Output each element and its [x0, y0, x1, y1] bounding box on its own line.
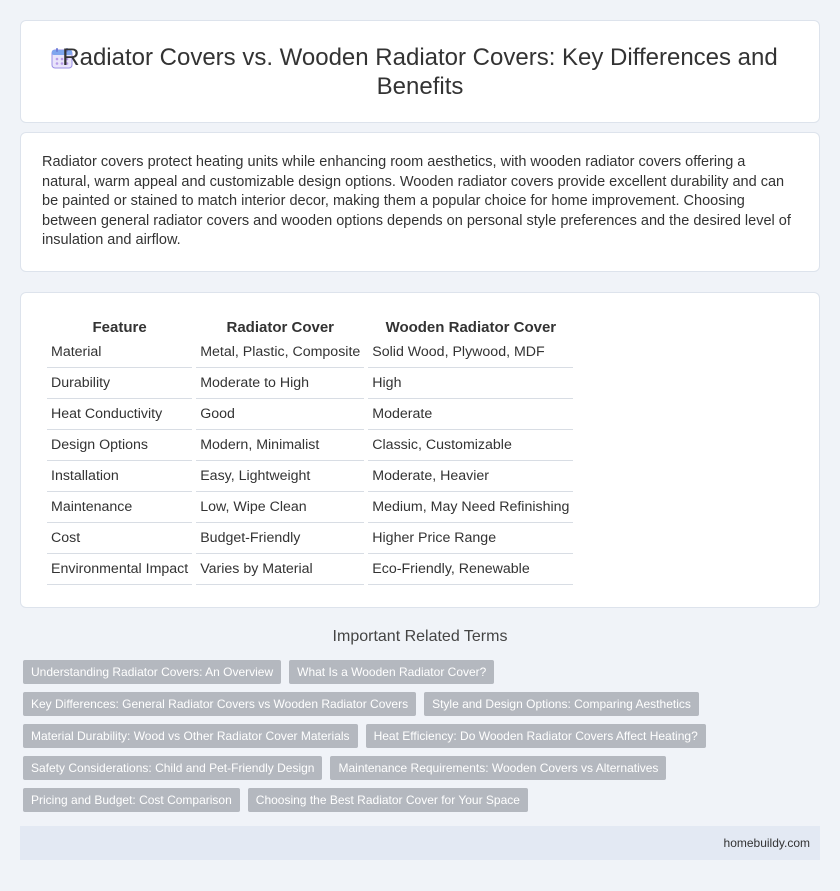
header-card — [20, 20, 820, 123]
related-term-tag[interactable]: Pricing and Budget: Cost Comparison — [23, 788, 240, 812]
table-cell: Solid Wood, Plywood, MDF — [368, 337, 573, 368]
table-cell: High — [368, 368, 573, 399]
intro-card — [20, 132, 820, 272]
table-row — [47, 368, 573, 399]
column-header: Wooden Radiator Cover — [385, 319, 557, 336]
related-term-tag[interactable]: What Is a Wooden Radiator Cover? — [289, 660, 494, 684]
table-row — [47, 523, 573, 554]
page-title: Radiator Covers vs. Wooden Radiator Covers: Key Differences and Benefits — [62, 44, 778, 100]
related-term-tag[interactable]: Safety Considerations: Child and Pet-Friendly Design — [23, 756, 322, 780]
table-cell: Durability — [47, 368, 192, 399]
related-terms-title: Important Related Terms — [332, 628, 508, 645]
table-row — [47, 430, 573, 461]
table-cell: Classic, Customizable — [368, 430, 573, 461]
footer — [20, 826, 820, 860]
related-term-tag[interactable]: Heat Efficiency: Do Wooden Radiator Covers Affect Heating? — [366, 724, 706, 748]
related-terms-row — [23, 756, 823, 780]
table-cell: Moderate to High — [196, 368, 364, 399]
column-header: Radiator Cover — [226, 319, 335, 336]
table-cell: Design Options — [47, 430, 192, 461]
related-term-tag[interactable]: Key Differences: General Radiator Covers vs Wooden Radiator Covers — [23, 692, 416, 716]
table-cell: Heat Conductivity — [47, 399, 192, 430]
related-terms-row — [23, 788, 823, 812]
related-terms-row — [23, 724, 823, 748]
table-cell: Material — [47, 337, 192, 368]
table-cell: Easy, Lightweight — [196, 461, 364, 492]
table-cell: Metal, Plastic, Composite — [196, 337, 364, 368]
related-terms-row — [23, 692, 823, 716]
table-cell: Varies by Material — [196, 554, 364, 585]
table-cell: Maintenance — [47, 492, 192, 523]
table-cell: Higher Price Range — [368, 523, 573, 554]
related-term-tag[interactable]: Style and Design Options: Comparing Aesthetics — [424, 692, 699, 716]
comparison-card — [20, 292, 820, 608]
table-cell: Modern, Minimalist — [196, 430, 364, 461]
related-terms-row — [23, 660, 823, 684]
table-cell: Moderate, Heavier — [368, 461, 573, 492]
table-row — [47, 492, 573, 523]
table-cell: Eco-Friendly, Renewable — [368, 554, 573, 585]
table-cell: Environmental Impact — [47, 554, 192, 585]
related-term-tag[interactable]: Understanding Radiator Covers: An Overview — [23, 660, 281, 684]
table-row — [47, 337, 573, 368]
intro-text: Radiator covers protect heating units while enhancing room aesthetics, with wooden radiator covers offering a natural, warm appeal and customizable design options. Wooden radiator covers provide excellent durability and can be painted or stained to match interior decor, making them a popular choice for home improvement. Choosing between general radiator covers and wooden options depends on personal style preferences and the desired level of insulation and airflow. — [42, 154, 791, 248]
column-header: Feature — [92, 319, 147, 336]
table-cell: Good — [196, 399, 364, 430]
related-term-tag[interactable]: Choosing the Best Radiator Cover for Your Space — [248, 788, 528, 812]
related-term-tag[interactable]: Maintenance Requirements: Wooden Covers vs Alternatives — [330, 756, 666, 780]
table-row — [47, 461, 573, 492]
table-row — [47, 554, 573, 585]
table-header-row — [47, 316, 573, 337]
table-cell: Moderate — [368, 399, 573, 430]
table-row — [47, 399, 573, 430]
table-cell: Low, Wipe Clean — [196, 492, 364, 523]
table-cell: Medium, May Need Refinishing — [368, 492, 573, 523]
footer-site-link[interactable]: homebuildy.com — [723, 836, 810, 850]
table-cell: Cost — [47, 523, 192, 554]
comparison-table — [43, 316, 577, 585]
table-cell: Installation — [47, 461, 192, 492]
related-term-tag[interactable]: Material Durability: Wood vs Other Radiator Cover Materials — [23, 724, 358, 748]
related-terms-list — [23, 660, 823, 820]
table-cell: Budget-Friendly — [196, 523, 364, 554]
